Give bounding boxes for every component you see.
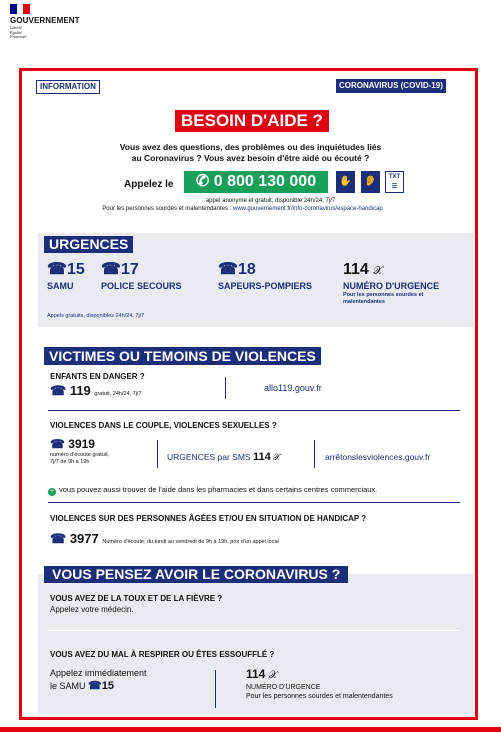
urgences-note: Appels gratuits, disponibles 24h/24, 7j/7	[47, 313, 145, 319]
deaf-info	[14, 205, 471, 213]
enfants-number-text: 119	[69, 383, 91, 398]
corona-114-label: NUMÉRO D'URGENCE	[246, 684, 321, 691]
pompiers-label: SAPEURS-POMPIERS	[218, 281, 313, 291]
hearing-impaired-icon: 👂	[361, 171, 380, 193]
intro-question-1: Vous avez des questions, des problèmes ou des inquiétudes liés	[119, 142, 382, 152]
text-relay-icon	[385, 171, 404, 193]
plus-icon: +	[49, 488, 55, 495]
samu-number[interactable]	[88, 680, 114, 692]
urgence-114-sub1: Pour les personnes sourdes et	[343, 292, 424, 298]
agees-title: VIOLENCES SUR DES PERSONNES ÂGÉES ET/OU EN SITUATION DE HANDICAP ?	[50, 514, 367, 523]
deaf-ear-icon: 𝒳	[268, 670, 278, 681]
arretons-link[interactable]: arrêtonslesviolences.gouv.fr	[325, 452, 431, 462]
corona-114-number-text: 114	[246, 667, 266, 681]
couple-number[interactable]	[50, 437, 95, 451]
agees-number-text: 3977	[69, 531, 99, 546]
motto-fraternite: Fraternité	[10, 34, 27, 39]
divider	[157, 440, 158, 468]
respirer-samu: le SAMU	[50, 681, 86, 691]
divider	[48, 630, 460, 631]
sign-language-icon: ✋	[336, 171, 355, 193]
covid-tag: CORONAVIRUS (COVID-19)	[336, 79, 446, 93]
urgence-114-sub2: malentendantes	[343, 299, 385, 305]
deaf-prefix: Pour les personnes sourdes et malentendantes :	[102, 206, 232, 212]
government-logo	[10, 4, 80, 40]
hotline-number[interactable]	[184, 171, 328, 193]
police-number-text: 17	[120, 261, 139, 278]
samu-number-text: 15	[101, 680, 114, 692]
urgence-114-number[interactable]	[343, 261, 383, 280]
phone-icon: ☎	[101, 261, 121, 278]
deaf-ear-icon: 𝒳	[273, 452, 281, 462]
respirer-text1: Appelez immédiatement	[50, 668, 147, 678]
samu-number[interactable]	[47, 261, 85, 279]
enfants-title: ENFANTS EN DANGER ?	[50, 372, 145, 381]
information-tag: INFORMATION	[36, 80, 100, 94]
txt-icon-label: TXT	[388, 174, 401, 180]
gov-name: GOUVERNEMENT	[10, 16, 80, 25]
sms-urgences[interactable]	[167, 451, 280, 463]
violences-title: VICTIMES OU TEMOINS DE VIOLENCES	[44, 347, 321, 365]
txt-icon-lines: ☰	[391, 184, 398, 190]
divider	[225, 377, 226, 399]
deaf-ear-icon: 𝒳	[373, 265, 383, 277]
flag-red	[23, 4, 30, 14]
couple-note1: numéro d'écoute gratuit,	[50, 452, 110, 458]
toux-title: VOUS AVEZ DE LA TOUX ET DE LA FIÈVRE ?	[50, 594, 223, 603]
agees-note: Numéro d'écoute, du lundi au vendredi de 9h à 19h, prix d'un appel local	[102, 539, 279, 545]
toux-text: Appelez votre médecin.	[50, 605, 134, 614]
urgences-title: URGENCES	[44, 236, 133, 253]
besoin-aide-title: BESOIN D'AIDE ?	[175, 110, 329, 132]
sms-number: 114	[252, 451, 271, 463]
call-label: Appelez le	[124, 179, 174, 190]
intro-question-2: au Coronavirus ? Vous avez besoin d'être aidé ou écouté ?	[131, 153, 370, 163]
corona-114-number[interactable]	[246, 667, 277, 683]
motto-liberte: Liberté	[10, 25, 22, 30]
phone-icon: ☎	[50, 437, 69, 451]
phone-icon: ☎	[47, 261, 67, 278]
couple-note2: 7j/7 de 9h à 19h	[50, 459, 90, 465]
deaf-link[interactable]: www.gouvernement.fr/info-coronavirus/espace-handicap	[233, 206, 383, 212]
bottom-bar	[0, 727, 501, 732]
samu-number-text: 15	[66, 261, 85, 278]
enfants-note: gratuit, 24h/24, 7j/7	[94, 391, 142, 397]
couple-title: VIOLENCES DANS LE COUPLE, VIOLENCES SEXUELLES ?	[50, 421, 277, 430]
divider	[48, 410, 460, 411]
pompiers-number[interactable]	[218, 261, 256, 279]
phone-icon: ☎	[218, 261, 238, 278]
couple-number-text: 3919	[68, 437, 95, 451]
agees-number[interactable]	[50, 532, 279, 549]
phone-icon: ☎	[88, 680, 102, 692]
sms-label: URGENCES par SMS	[167, 452, 251, 462]
respirer-title: VOUS AVEZ DU MAL À RESPIRER OU ÊTES ESSOUFFLÉ ?	[50, 650, 275, 659]
motto-egalite: Égalité	[10, 29, 22, 35]
urgence-114-label: NUMÉRO D'URGENCE	[343, 281, 440, 291]
respirer-text2	[50, 681, 114, 691]
french-flag-icon	[10, 4, 30, 14]
flag-white	[17, 4, 24, 14]
hotline-note: appel anonyme et gratuit, disponible 24h/24, 7j/7	[205, 198, 336, 204]
police-number[interactable]	[101, 261, 139, 279]
samu-label: SAMU	[47, 281, 74, 291]
allo119-link[interactable]: allo119.gouv.fr	[264, 383, 322, 393]
pompiers-number-text: 18	[237, 261, 256, 278]
enfants-number[interactable]	[50, 384, 142, 401]
divider	[48, 502, 460, 503]
gov-motto	[10, 26, 80, 40]
divider	[215, 670, 216, 708]
phone-icon: ☎	[50, 383, 70, 398]
flag-blue	[10, 4, 17, 14]
phone-icon: ☎	[50, 531, 70, 546]
pharmacie-text: vous pouvez aussi trouver de l'aide dans les pharmacies et dans certains centres commerciaux.	[59, 485, 378, 494]
coronavirus-title: VOUS PENSEZ AVOIR LE CORONAVIRUS ?	[44, 566, 348, 583]
pharmacie-note	[48, 485, 377, 496]
hotline-number-text: 0 800 130 000	[213, 173, 317, 190]
urgence-114-number-text: 114	[343, 261, 369, 278]
divider	[314, 440, 315, 468]
corona-114-sub: Pour les personnes sourdes et malentendantes	[246, 693, 393, 700]
police-label: POLICE SECOURS	[101, 281, 182, 291]
phone-icon: ✆	[195, 173, 214, 190]
